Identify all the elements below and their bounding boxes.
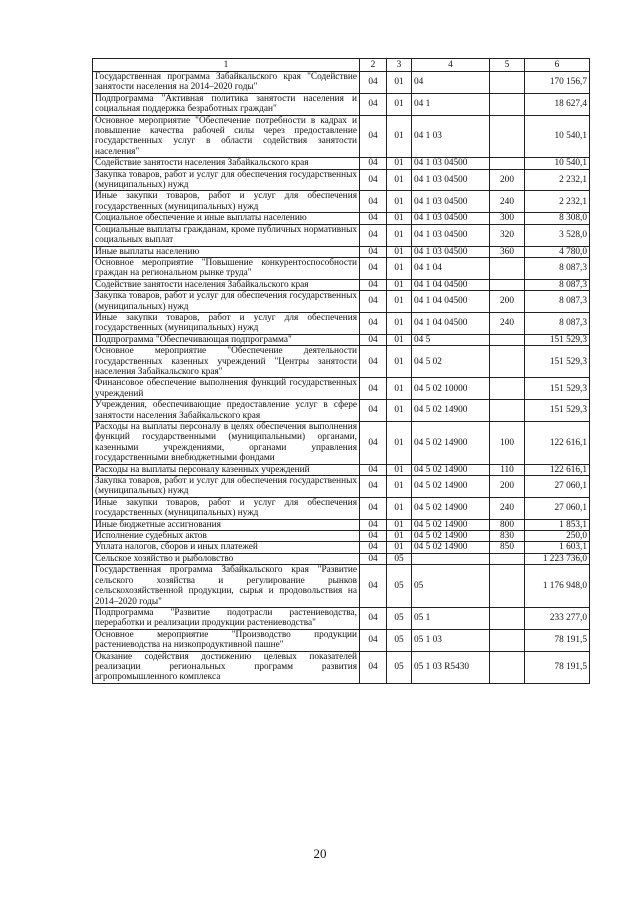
row-target-article: 04 5 02 (412, 346, 490, 378)
table-row (93, 72, 590, 94)
table-row (93, 629, 590, 651)
row-target-article: 04 (412, 72, 490, 94)
row-subsection: 05 (387, 553, 412, 564)
header-col-5: 5 (490, 59, 525, 72)
row-subsection: 01 (387, 291, 412, 313)
row-expense-type (490, 72, 525, 94)
header-col-1: 1 (93, 59, 360, 72)
row-section: 04 (360, 312, 387, 334)
row-target-article: 04 5 (412, 334, 490, 345)
row-amount: 1 603,1 (525, 542, 590, 553)
table-row (93, 224, 590, 246)
row-amount: 18 627,4 (525, 93, 590, 115)
row-name: Исполнение судебных актов (93, 531, 360, 542)
row-name: Закупка товаров, работ и услуг для обеспечения государственных (муниципальных) нужд (93, 476, 360, 498)
row-subsection: 01 (387, 191, 412, 213)
row-target-article: 04 5 02 14900 (412, 476, 490, 498)
row-expense-type: 240 (490, 191, 525, 213)
row-name: Социальное обеспечение и иные выплаты населению (93, 213, 360, 224)
row-amount: 1 223 736,0 (525, 553, 590, 564)
table-row (93, 542, 590, 553)
row-section: 04 (360, 334, 387, 345)
row-expense-type: 100 (490, 422, 525, 465)
table-row (93, 279, 590, 290)
row-target-article: 04 5 02 14900 (412, 542, 490, 553)
table-row (93, 422, 590, 465)
row-expense-type: 240 (490, 312, 525, 334)
row-amount: 10 540,1 (525, 115, 590, 158)
table-row (93, 346, 590, 378)
row-expense-type: 800 (490, 519, 525, 530)
row-section: 04 (360, 565, 387, 608)
row-subsection: 01 (387, 246, 412, 257)
row-amount: 8 087,3 (525, 257, 590, 279)
row-section: 04 (360, 607, 387, 629)
header-col-4: 4 (412, 59, 490, 72)
row-target-article: 04 5 02 14900 (412, 531, 490, 542)
row-name: Иные закупки товаров, работ и услуг для обеспечения государственных (муниципальных) нужд (93, 191, 360, 213)
row-subsection: 05 (387, 629, 412, 651)
row-section: 04 (360, 257, 387, 279)
row-expense-type: 830 (490, 531, 525, 542)
row-section: 04 (360, 346, 387, 378)
table-row (93, 291, 590, 313)
table-row (93, 115, 590, 158)
row-expense-type: 200 (490, 476, 525, 498)
row-target-article: 04 1 03 04500 (412, 158, 490, 169)
row-subsection: 01 (387, 378, 412, 400)
row-section: 04 (360, 542, 387, 553)
table-row (93, 378, 590, 400)
row-amount: 2 232,1 (525, 169, 590, 191)
header-col-3: 3 (387, 59, 412, 72)
table-row (93, 531, 590, 542)
row-expense-type (490, 115, 525, 158)
row-target-article: 04 5 02 14900 (412, 519, 490, 530)
header-row (93, 59, 590, 72)
row-target-article: 04 1 04 04500 (412, 279, 490, 290)
row-target-article: 04 1 03 04500 (412, 224, 490, 246)
row-target-article: 04 1 03 04500 (412, 191, 490, 213)
row-target-article: 04 1 04 04500 (412, 291, 490, 313)
row-name: Государственная программа Забайкальского края "Содействие занятости населения на 2014–2020 годы" (93, 72, 360, 94)
row-name: Расходы на выплаты персоналу в целях обеспечения выполнения функций государственными (муниципальными) органами, казенными учреждениями, органами управления государственными внебюджетными фондами (93, 422, 360, 465)
row-target-article: 04 1 04 (412, 257, 490, 279)
row-subsection: 01 (387, 169, 412, 191)
table-row (93, 191, 590, 213)
table-row (93, 565, 590, 608)
row-name: Оказание содействия достижению целевых показателей реализации региональных программ развития агропромышленного комплекса (93, 651, 360, 683)
table-row (93, 169, 590, 191)
row-section: 04 (360, 422, 387, 465)
row-expense-type: 300 (490, 213, 525, 224)
table-row (93, 497, 590, 519)
row-name: Содействие занятости населения Забайкальского края (93, 158, 360, 169)
row-subsection: 01 (387, 72, 412, 94)
row-expense-type (490, 565, 525, 608)
row-name: Уплата налогов, сборов и иных платежей (93, 542, 360, 553)
row-name: Государственная программа Забайкальского края "Развитие сельского хозяйства и регулирование рынков сельскохозяйственной продукции, сырья и продовольствия на 2014–2020 годы" (93, 565, 360, 608)
row-expense-type (490, 651, 525, 683)
row-subsection: 01 (387, 312, 412, 334)
row-name: Иные закупки товаров, работ и услуг для обеспечения государственных (муниципальных) нужд (93, 312, 360, 334)
row-name: Подпрограмма "Активная политика занятости населения и социальная поддержка безработных граждан" (93, 93, 360, 115)
row-section: 04 (360, 464, 387, 475)
row-expense-type (490, 346, 525, 378)
row-target-article: 04 5 02 14900 (412, 464, 490, 475)
row-name: Иные выплаты населению (93, 246, 360, 257)
row-target-article: 04 1 03 04500 (412, 169, 490, 191)
table-row (93, 93, 590, 115)
row-target-article: 05 1 03 R5430 (412, 651, 490, 683)
row-target-article (412, 553, 490, 564)
row-amount: 122 616,1 (525, 464, 590, 475)
row-expense-type (490, 629, 525, 651)
table-row (93, 464, 590, 475)
row-expense-type: 240 (490, 497, 525, 519)
row-name: Закупка товаров, работ и услуг для обеспечения государственных (муниципальных) нужд (93, 169, 360, 191)
row-amount: 78 191,5 (525, 629, 590, 651)
row-expense-type: 200 (490, 169, 525, 191)
table-row (93, 257, 590, 279)
row-expense-type (490, 93, 525, 115)
row-expense-type (490, 158, 525, 169)
row-section: 04 (360, 93, 387, 115)
row-subsection: 01 (387, 464, 412, 475)
header-col-6: 6 (525, 59, 590, 72)
table-row (93, 400, 590, 422)
row-name: Основное мероприятие "Повышение конкурентоспособности граждан на региональном рынке труда" (93, 257, 360, 279)
table-body (93, 72, 590, 684)
table-row (93, 519, 590, 530)
row-name: Социальные выплаты гражданам, кроме публичных нормативных социальных выплат (93, 224, 360, 246)
row-subsection: 01 (387, 279, 412, 290)
row-name: Подпрограмма "Развитие подотрасли растениеводства, переработки и реализации продукции растениеводства" (93, 607, 360, 629)
row-section: 04 (360, 497, 387, 519)
row-target-article: 04 1 04 04500 (412, 312, 490, 334)
row-section: 04 (360, 72, 387, 94)
row-section: 04 (360, 213, 387, 224)
row-name: Основное мероприятие "Обеспечение деятельности государственных казенных учреждений "Центры занятости населения Забайкальского края" (93, 346, 360, 378)
header-col-2: 2 (360, 59, 387, 72)
row-expense-type (490, 334, 525, 345)
row-section: 04 (360, 279, 387, 290)
row-subsection: 01 (387, 497, 412, 519)
table-row (93, 312, 590, 334)
row-target-article: 05 1 (412, 607, 490, 629)
table-row (93, 334, 590, 345)
row-subsection: 01 (387, 519, 412, 530)
row-subsection: 01 (387, 93, 412, 115)
row-amount: 4 780,0 (525, 246, 590, 257)
row-expense-type: 850 (490, 542, 525, 553)
row-name: Учреждения, обеспечивающие предоставление услуг в сфере занятости населения Забайкальского края (93, 400, 360, 422)
row-target-article: 04 5 02 14900 (412, 497, 490, 519)
row-expense-type (490, 607, 525, 629)
row-amount: 250,0 (525, 531, 590, 542)
row-target-article: 04 5 02 14900 (412, 400, 490, 422)
row-amount: 170 156,7 (525, 72, 590, 94)
row-subsection: 01 (387, 531, 412, 542)
row-expense-type (490, 257, 525, 279)
budget-table (92, 58, 590, 684)
row-subsection: 01 (387, 115, 412, 158)
row-subsection: 01 (387, 213, 412, 224)
row-section: 04 (360, 629, 387, 651)
row-subsection: 05 (387, 565, 412, 608)
row-target-article: 04 5 02 14900 (412, 422, 490, 465)
row-section: 04 (360, 224, 387, 246)
row-amount: 151 529,3 (525, 334, 590, 345)
row-section: 04 (360, 169, 387, 191)
row-name: Основное мероприятие "Производство продукции растениеводства на низкопродуктивной пашне" (93, 629, 360, 651)
row-expense-type (490, 378, 525, 400)
row-section: 04 (360, 519, 387, 530)
row-amount: 8 087,3 (525, 279, 590, 290)
table-row (93, 213, 590, 224)
row-name: Финансовое обеспечение выполнения функций государственных учреждений (93, 378, 360, 400)
table-header (93, 59, 590, 72)
row-amount: 151 529,3 (525, 400, 590, 422)
row-section: 04 (360, 553, 387, 564)
row-target-article: 04 5 02 10000 (412, 378, 490, 400)
row-amount: 8 308,0 (525, 213, 590, 224)
row-subsection: 01 (387, 346, 412, 378)
row-name: Подпрограмма "Обеспечивающая подпрограмма" (93, 334, 360, 345)
row-expense-type: 360 (490, 246, 525, 257)
row-amount: 1 853,1 (525, 519, 590, 530)
row-subsection: 01 (387, 158, 412, 169)
row-subsection: 01 (387, 542, 412, 553)
table-row (93, 476, 590, 498)
row-target-article: 05 (412, 565, 490, 608)
row-target-article: 04 1 03 04500 (412, 213, 490, 224)
row-amount: 10 540,1 (525, 158, 590, 169)
row-name: Содействие занятости населения Забайкальского края (93, 279, 360, 290)
row-amount: 151 529,3 (525, 346, 590, 378)
row-amount: 27 060,1 (525, 497, 590, 519)
row-expense-type (490, 279, 525, 290)
row-expense-type: 200 (490, 291, 525, 313)
row-subsection: 01 (387, 476, 412, 498)
row-section: 04 (360, 476, 387, 498)
row-expense-type: 320 (490, 224, 525, 246)
row-amount: 122 616,1 (525, 422, 590, 465)
table-row (93, 158, 590, 169)
row-name: Расходы на выплаты персоналу казенных учреждений (93, 464, 360, 475)
row-expense-type (490, 400, 525, 422)
table-row (93, 651, 590, 683)
row-subsection: 01 (387, 422, 412, 465)
row-name: Основное мероприятие "Обеспечение потребности в кадрах и повышение качества рабочей силы через предоставление государственных услуг в области содействия занятости населения" (93, 115, 360, 158)
row-target-article: 05 1 03 (412, 629, 490, 651)
row-amount: 8 087,3 (525, 291, 590, 313)
row-section: 04 (360, 400, 387, 422)
row-amount: 78 191,5 (525, 651, 590, 683)
row-name: Иные закупки товаров, работ и услуг для обеспечения государственных (муниципальных) нужд (93, 497, 360, 519)
row-amount: 2 232,1 (525, 191, 590, 213)
row-name: Закупка товаров, работ и услуг для обеспечения государственных (муниципальных) нужд (93, 291, 360, 313)
row-name: Сельское хозяйство и рыболовство (93, 553, 360, 564)
row-name: Иные бюджетные ассигнования (93, 519, 360, 530)
table-row (93, 607, 590, 629)
page-number: 20 (313, 846, 327, 861)
row-subsection: 05 (387, 607, 412, 629)
row-section: 04 (360, 191, 387, 213)
row-target-article: 04 1 03 04500 (412, 246, 490, 257)
row-target-article: 04 1 (412, 93, 490, 115)
row-amount: 233 277,0 (525, 607, 590, 629)
row-subsection: 01 (387, 224, 412, 246)
row-expense-type (490, 553, 525, 564)
row-subsection: 01 (387, 334, 412, 345)
row-section: 04 (360, 115, 387, 158)
row-amount: 151 529,3 (525, 378, 590, 400)
row-amount: 8 087,3 (525, 312, 590, 334)
row-section: 04 (360, 158, 387, 169)
row-section: 04 (360, 378, 387, 400)
table-row (93, 553, 590, 564)
row-section: 04 (360, 291, 387, 313)
row-target-article: 04 1 03 (412, 115, 490, 158)
row-section: 04 (360, 651, 387, 683)
row-amount: 1 176 948,0 (525, 565, 590, 608)
row-expense-type: 110 (490, 464, 525, 475)
row-amount: 27 060,1 (525, 476, 590, 498)
row-section: 04 (360, 246, 387, 257)
table-row (93, 246, 590, 257)
row-amount: 3 528,0 (525, 224, 590, 246)
row-section: 04 (360, 531, 387, 542)
row-subsection: 01 (387, 400, 412, 422)
row-subsection: 05 (387, 651, 412, 683)
row-subsection: 01 (387, 257, 412, 279)
